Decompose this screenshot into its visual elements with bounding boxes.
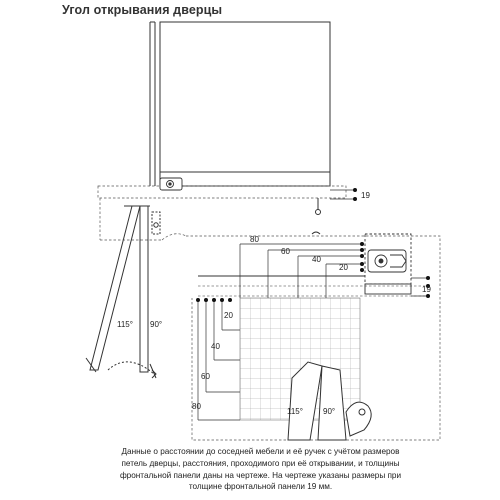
dim-label-40-vertical: 40: [211, 342, 220, 351]
dim-label-60-vertical: 60: [201, 372, 210, 381]
dim-label-19-upper: 19: [361, 191, 370, 200]
dim-label-19-detail: 19: [422, 285, 431, 294]
dim-label-20-horizontal: 20: [339, 263, 348, 272]
angle-label-90-small: 90°: [150, 320, 163, 329]
dim-label-20-vertical: 20: [224, 311, 233, 320]
diagram-title: Угол открывания дверцы: [62, 3, 223, 17]
dimension-19-detail: [411, 276, 431, 298]
angle-label-115-detail: 115°: [287, 407, 303, 416]
front-panel-upper: [98, 186, 346, 198]
caption-line: петель дверцы, расстояния, проходимого при её открывании, и толщины: [121, 458, 400, 468]
cabinet-outline: [150, 22, 330, 186]
caption-line: Данные о расстоянии до соседней мебели и её ручек с учётом размеров: [121, 447, 400, 456]
dim-label-60-horizontal: 60: [281, 247, 290, 256]
dim-label-80-vertical: 80: [192, 402, 201, 411]
hinge-icon: [160, 178, 182, 190]
description-caption: [88, 446, 433, 493]
detail-hinge-icon: [368, 250, 406, 272]
dimension-dots-top: [360, 242, 364, 272]
dimension-dots-left: [196, 298, 232, 302]
dim-label-40-horizontal: 40: [312, 255, 321, 264]
vertical-dimensions: [198, 300, 240, 420]
dimension-19-upper: [330, 188, 370, 201]
handle-pin-icon: [312, 198, 321, 234]
angle-label-90-detail: 90°: [323, 407, 336, 416]
caption-line: толщине фронтальной панели 19 мм.: [188, 482, 333, 492]
door-swing-small: [86, 206, 163, 378]
caption-line: фронтальной панели даны на чертеже. На чертеже указаны размеры при: [119, 470, 402, 480]
angle-label-115-small: 115°: [117, 320, 133, 329]
dim-label-80-horizontal: 80: [250, 235, 259, 244]
